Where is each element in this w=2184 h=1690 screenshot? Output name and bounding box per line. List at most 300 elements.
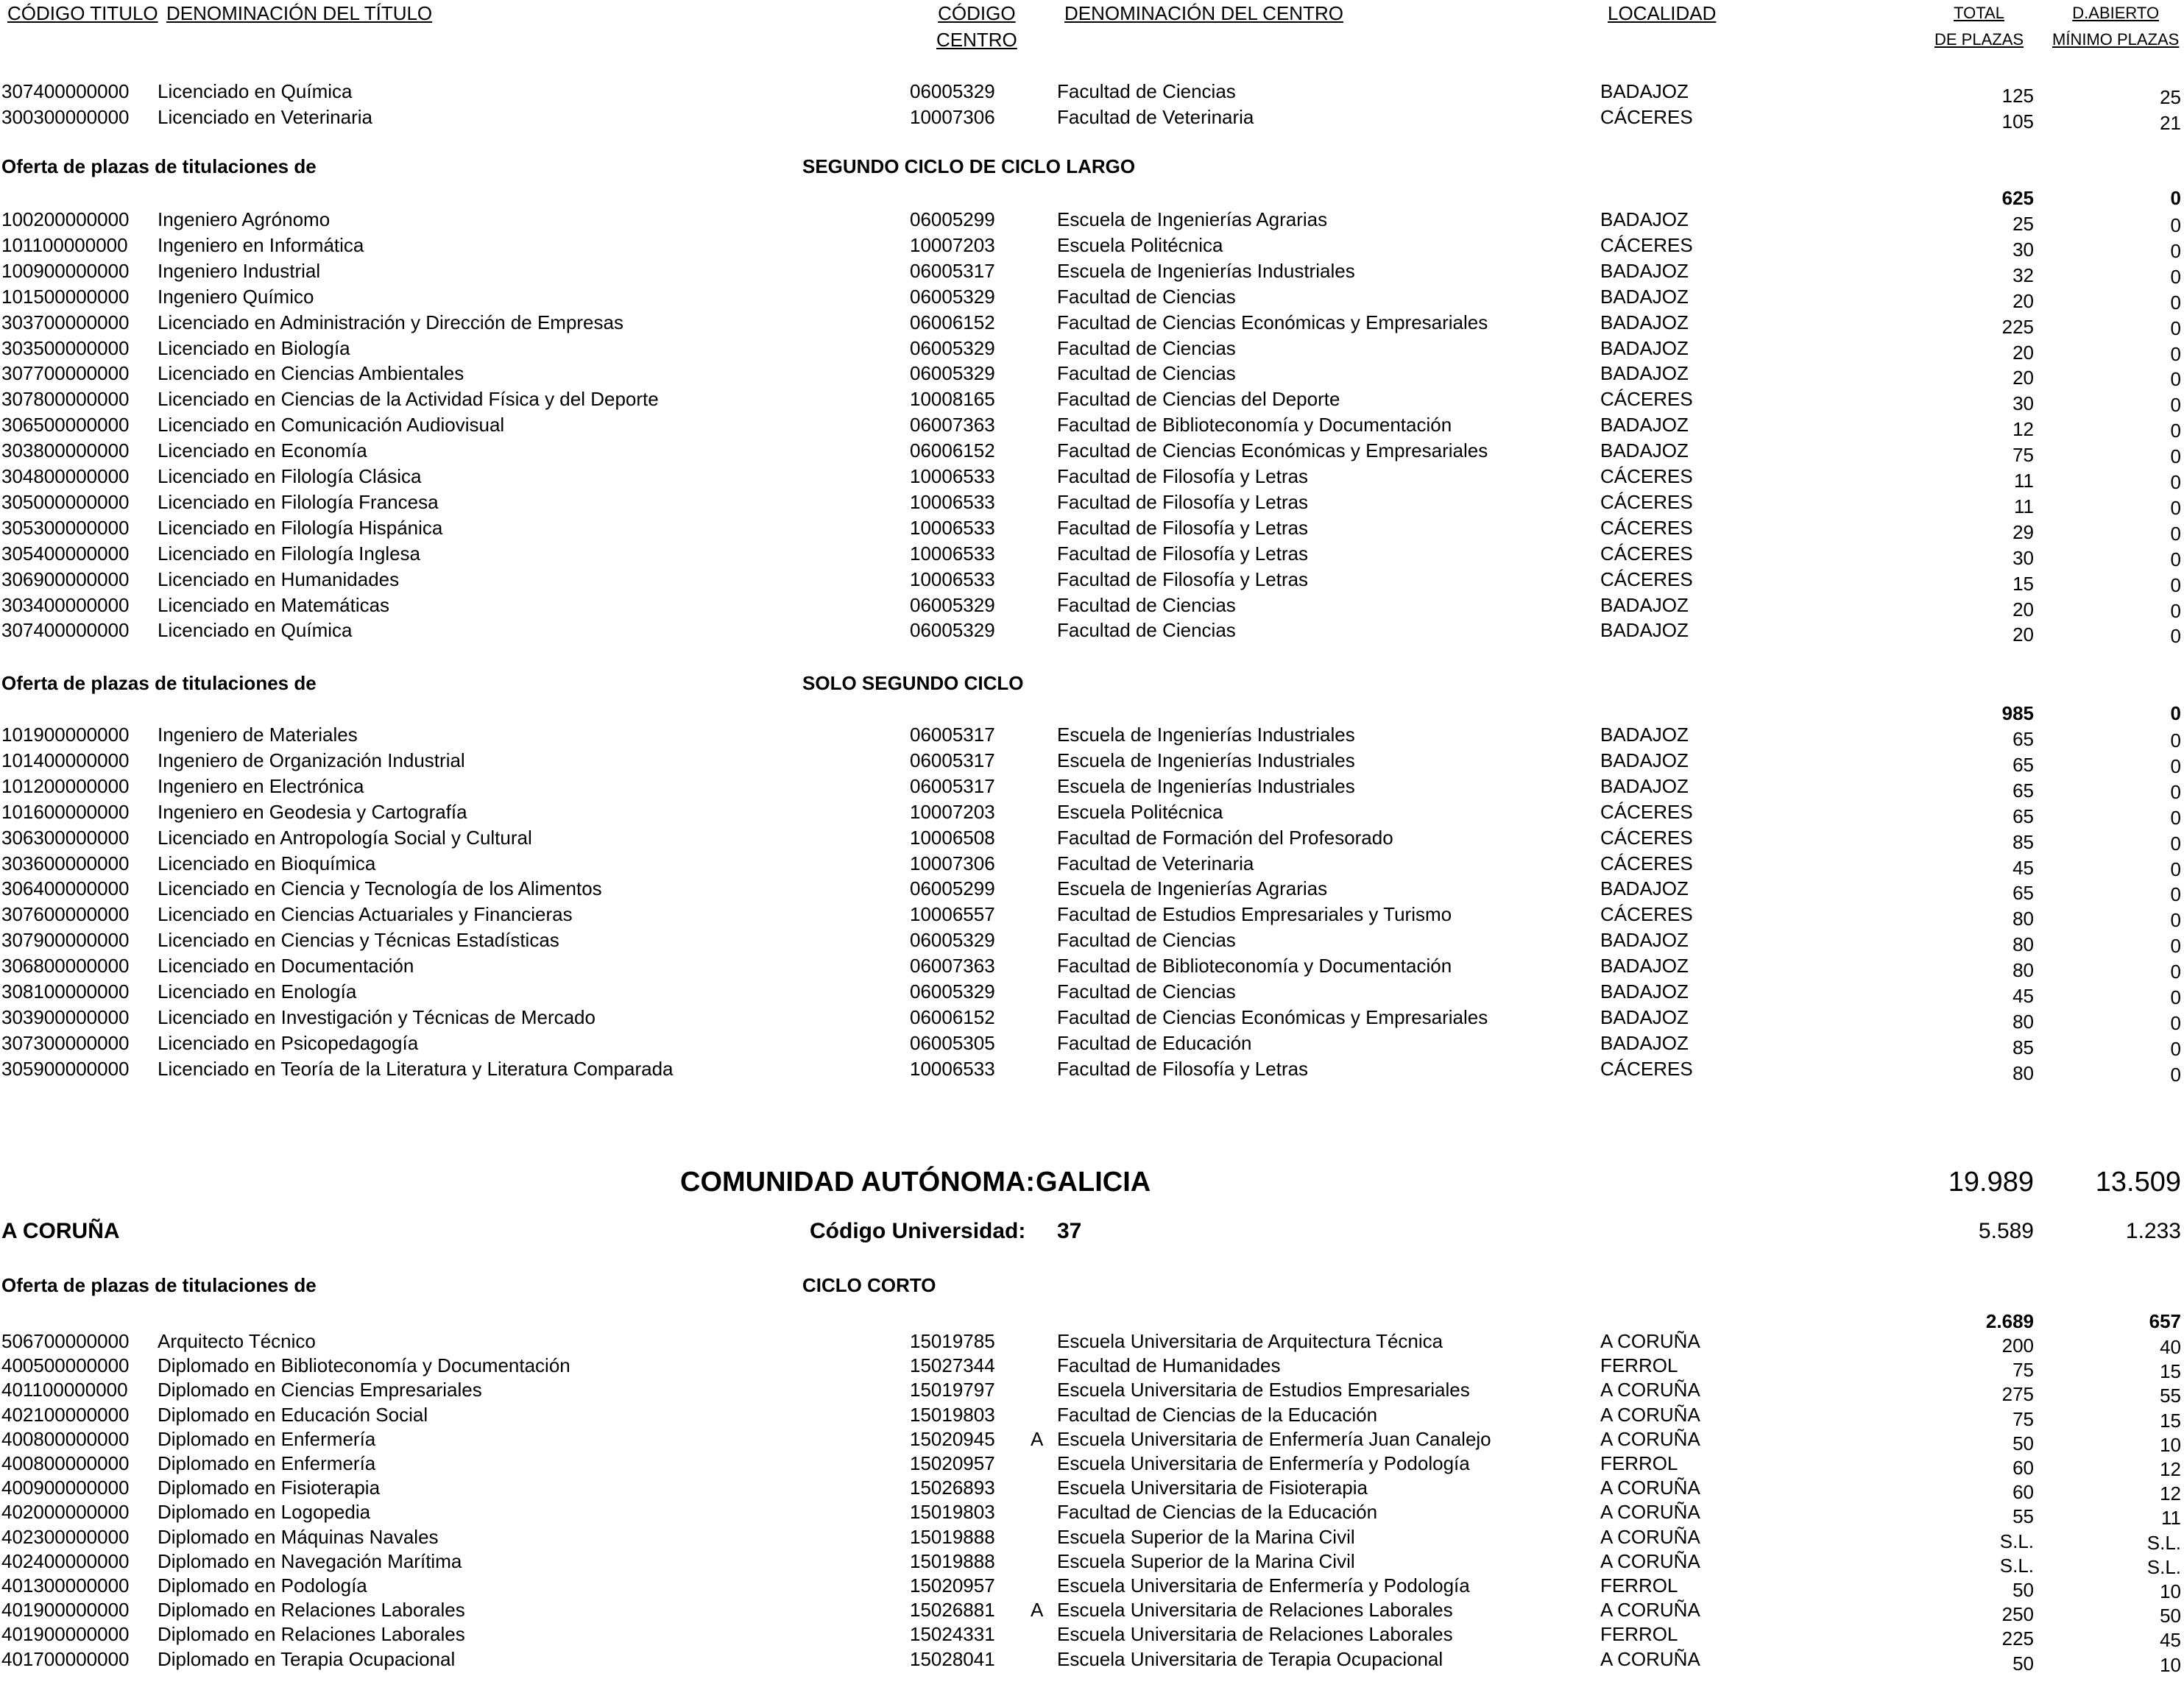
table-row <box>0 721 2184 752</box>
center-name: Facultad de Ciencias <box>1057 80 1236 102</box>
title-name: Licenciado en Documentación <box>158 955 414 977</box>
center-code: 15019888 <box>910 1525 995 1548</box>
title-code: 100900000000 <box>1 259 130 282</box>
center-code: 06005317 <box>910 749 995 771</box>
center-name: Escuela Universitaria de Relaciones Laborales <box>1057 1599 1453 1622</box>
minimo-plazas: 15 <box>2160 1409 2181 1432</box>
total-plazas: 85 <box>2012 830 2034 853</box>
center-code: 06005317 <box>910 724 995 746</box>
center-name: Escuela Universitaria de Estudios Empresariales <box>1057 1379 1470 1401</box>
minimo-plazas: 0 <box>2170 1011 2181 1034</box>
center-name: Facultad de Ciencias de la Educación <box>1057 1403 1378 1426</box>
center-name: Escuela Universitaria de Enfermería y Podología <box>1057 1452 1470 1474</box>
minimo-plazas: 25 <box>2160 86 2181 108</box>
title-code: 506700000000 <box>1 1330 130 1352</box>
title-code: 307400000000 <box>1 80 130 102</box>
table-row <box>0 592 2184 622</box>
title-name: Licenciado en Ciencias Ambientales <box>158 362 464 385</box>
total-plazas: 85 <box>2012 1036 2034 1058</box>
section-cycle: SEGUNDO CICLO DE CICLO LARGO <box>802 155 1136 177</box>
minimo-plazas: 0 <box>2170 729 2181 752</box>
center-name: Facultad de Ciencias <box>1057 362 1236 385</box>
center-code: 06005317 <box>910 774 995 797</box>
center-name: Facultad de Ciencias <box>1057 336 1236 359</box>
title-name: Diplomado en Navegación Marítima <box>158 1549 462 1572</box>
center-code: 06005329 <box>910 619 995 642</box>
center-code: 10007306 <box>910 852 995 874</box>
center-code: 15019785 <box>910 1330 995 1352</box>
center-code: 15019888 <box>910 1549 995 1572</box>
center-code: 06005329 <box>910 80 995 102</box>
center-name: Facultad de Biblioteconomía y Documentación <box>1057 955 1452 977</box>
center-code: 10007203 <box>910 800 995 823</box>
total-plazas: 225 <box>2001 1627 2034 1650</box>
table-row <box>0 1004 2184 1034</box>
locality: A CORUÑA <box>1600 1477 1700 1499</box>
title-name: Ingeniero Agrónomo <box>158 208 331 230</box>
center-name: Facultad de Ciencias <box>1057 285 1236 308</box>
center-code: 10006533 <box>910 490 995 513</box>
center-code: 10006533 <box>910 542 995 565</box>
title-code: 100200000000 <box>1 208 130 230</box>
center-name: Escuela de Ingenierías Agrarias <box>1057 877 1328 900</box>
center-code: 15019797 <box>910 1379 995 1401</box>
center-name: Escuela Universitaria de Enfermería Juan Canalejo <box>1057 1427 1491 1450</box>
title-name: Licenciado en Química <box>158 619 353 642</box>
title-name: Ingeniero en Electrónica <box>158 774 364 797</box>
minimo-plazas: 0 <box>2170 548 2181 570</box>
title-code: 101500000000 <box>1 285 130 308</box>
locality: BADAJOZ <box>1600 414 1689 436</box>
title-code: 401900000000 <box>1 1599 130 1622</box>
table-row <box>0 1646 2184 1676</box>
table-row <box>0 360 2184 391</box>
title-code: 306900000000 <box>1 568 130 590</box>
locality: FERROL <box>1600 1574 1678 1597</box>
header-total-plazas <box>1934 0 2024 53</box>
title-name: Licenciado en Matemáticas <box>158 593 390 616</box>
center-code: 06005329 <box>910 929 995 952</box>
total-plazas: 125 <box>2001 85 2034 107</box>
title-code: 307600000000 <box>1 903 130 926</box>
total-plazas: 50 <box>2012 1652 2034 1675</box>
center-code: 06005299 <box>910 877 995 900</box>
center-name: Facultad de Filosofía y Letras <box>1057 516 1309 539</box>
minimo-plazas: 11 <box>2161 1507 2181 1530</box>
center-code: 10006533 <box>910 568 995 590</box>
center-name: Escuela de Ingenierías Industriales <box>1057 259 1355 282</box>
total-plazas: 80 <box>2012 959 2034 982</box>
title-name: Diplomado en Podología <box>158 1574 367 1597</box>
locality: CÁCERES <box>1600 465 1693 487</box>
locality: CÁCERES <box>1600 490 1693 513</box>
total-plazas: 20 <box>2012 367 2034 389</box>
title-code: 400800000000 <box>1 1452 130 1474</box>
university-code-label: Código Universidad: <box>810 1219 1026 1243</box>
minimo-plazas: 0 <box>2170 445 2181 468</box>
locality: CÁCERES <box>1600 852 1693 874</box>
table-row <box>0 1450 2184 1480</box>
center-name: Escuela Politécnica <box>1057 233 1223 256</box>
section-header-solo-segundo-ciclo <box>0 668 2184 698</box>
table-row <box>0 411 2184 442</box>
table-row <box>0 566 2184 596</box>
title-code: 308100000000 <box>1 980 130 1003</box>
title-name: Licenciado en Antropología Social y Cultural <box>158 826 532 849</box>
center-code: 15024331 <box>910 1623 995 1646</box>
title-name: Licenciado en Ciencias Actuariales y Financieras <box>158 903 573 926</box>
center-flag: A <box>1031 1427 1044 1450</box>
table-row <box>0 773 2184 803</box>
center-code: 10008165 <box>910 388 995 411</box>
total-plazas: 65 <box>2012 728 2034 750</box>
minimo-plazas: 45 <box>2160 1629 2181 1652</box>
title-code: 303800000000 <box>1 439 130 462</box>
total-plazas: 45 <box>2012 985 2034 1007</box>
header-codigo-centro-line2: CENTRO <box>936 29 1017 51</box>
center-name: Escuela Politécnica <box>1057 800 1223 823</box>
table-row <box>0 1597 2184 1627</box>
title-name: Diplomado en Máquinas Navales <box>158 1525 439 1548</box>
total-plazas: 20 <box>2012 598 2034 621</box>
title-code: 307400000000 <box>1 619 130 642</box>
title-name: Licenciado en Biología <box>158 336 350 359</box>
title-name: Licenciado en Bioquímica <box>158 852 376 874</box>
title-code: 303400000000 <box>1 593 130 616</box>
total-plazas: 30 <box>2012 238 2034 261</box>
center-code: 06007363 <box>910 414 995 436</box>
total-plazas: 75 <box>2012 1359 2034 1382</box>
title-code: 305300000000 <box>1 516 130 539</box>
locality: BADAJOZ <box>1600 877 1689 900</box>
minimo-plazas: 55 <box>2160 1385 2181 1407</box>
total-plazas: 12 <box>2012 418 2034 441</box>
title-code: 300300000000 <box>1 106 130 128</box>
center-code: 10006557 <box>910 903 995 926</box>
title-code: 401700000000 <box>1 1647 130 1670</box>
title-code: 307300000000 <box>1 1031 130 1054</box>
total-plazas: 65 <box>2012 779 2034 802</box>
center-code: 15028041 <box>910 1647 995 1670</box>
total-plazas: 15 <box>2012 572 2034 595</box>
total-plazas: 80 <box>2012 933 2034 956</box>
province-minimo: 1.233 <box>2125 1219 2181 1243</box>
center-name: Facultad de Estudios Empresariales y Turismo <box>1057 903 1452 926</box>
title-code: 400800000000 <box>1 1427 130 1450</box>
center-code: 15020957 <box>910 1574 995 1597</box>
table-row <box>0 747 2184 777</box>
title-name: Licenciado en Administración y Dirección de Empresas <box>158 311 623 333</box>
table-row <box>0 515 2184 545</box>
center-name: Escuela Superior de la Marina Civil <box>1057 1549 1355 1572</box>
table-row <box>0 540 2184 570</box>
locality: BADAJOZ <box>1600 749 1689 771</box>
province-heading <box>0 1215 2184 1248</box>
minimo-plazas: 0 <box>2170 368 2181 391</box>
header-total-line2: DE PLAZAS <box>1934 30 2024 49</box>
center-code: 06005329 <box>910 593 995 616</box>
total-plazas: S.L. <box>1999 1530 2034 1552</box>
total-plazas: 80 <box>2012 1010 2034 1033</box>
table-row <box>0 104 2184 134</box>
locality: CÁCERES <box>1600 800 1693 823</box>
table-row <box>0 1328 2184 1358</box>
title-code: 303700000000 <box>1 311 130 333</box>
minimo-plazas: 0 <box>2170 935 2181 958</box>
minimo-plazas: 12 <box>2160 1482 2181 1505</box>
table-row <box>0 1401 2184 1432</box>
minimo-plazas: 0 <box>2170 780 2181 803</box>
locality: BADAJOZ <box>1600 336 1689 359</box>
header-codigo-titulo: CÓDIGO TITULO <box>7 2 158 24</box>
title-code: 303500000000 <box>1 336 130 359</box>
minimo-plazas: 0 <box>2170 883 2181 906</box>
total-plazas: 80 <box>2012 1061 2034 1084</box>
title-code: 101100000000 <box>1 233 128 256</box>
minimo-plazas: 12 <box>2160 1458 2181 1480</box>
center-code: 15020945 <box>910 1427 995 1450</box>
title-name: Licenciado en Veterinaria <box>158 106 372 128</box>
locality: BADAJOZ <box>1600 774 1689 797</box>
table-row <box>0 463 2184 493</box>
center-name: Escuela de Ingenierías Industriales <box>1057 724 1355 746</box>
title-code: 305900000000 <box>1 1057 130 1080</box>
table-row <box>0 1548 2184 1578</box>
locality: FERROL <box>1600 1623 1678 1646</box>
total-plazas: 20 <box>2012 289 2034 312</box>
locality: BADAJOZ <box>1600 929 1689 952</box>
center-name: Escuela Universitaria de Enfermería y Podología <box>1057 1574 1470 1597</box>
section-total-minimo: 0 <box>2170 702 2181 724</box>
minimo-plazas: 0 <box>2170 291 2181 314</box>
title-code: 305000000000 <box>1 490 130 513</box>
section-cycle: CICLO CORTO <box>802 1274 936 1296</box>
locality: BADAJOZ <box>1600 362 1689 385</box>
header-codigo-centro-line1: CÓDIGO <box>938 2 1016 24</box>
title-code: 305400000000 <box>1 542 130 565</box>
center-code: 10007306 <box>910 106 995 128</box>
university-code: 37 <box>1057 1219 1082 1243</box>
table-row <box>0 1426 2184 1456</box>
community-minimo: 13.509 <box>2095 1167 2181 1198</box>
total-plazas: 50 <box>2012 1432 2034 1454</box>
center-name: Facultad de Ciencias Económicas y Empresariales <box>1057 1005 1488 1028</box>
locality: A CORUÑA <box>1600 1330 1700 1352</box>
minimo-plazas: 0 <box>2170 1037 2181 1060</box>
title-name: Licenciado en Investigación y Técnicas de Mercado <box>158 1005 596 1028</box>
title-code: 307800000000 <box>1 388 130 411</box>
title-code: 101200000000 <box>1 774 130 797</box>
locality: CÁCERES <box>1600 903 1693 926</box>
total-plazas: 250 <box>2001 1603 2034 1626</box>
center-name: Facultad de Ciencias <box>1057 980 1236 1003</box>
total-plazas: 29 <box>2012 520 2034 543</box>
center-name: Escuela Universitaria de Arquitectura Técnica <box>1057 1330 1443 1352</box>
locality: BADAJOZ <box>1600 593 1689 616</box>
title-name: Diplomado en Logopedia <box>158 1501 371 1524</box>
section-label: Oferta de plazas de titulaciones de <box>1 155 317 177</box>
total-plazas: 225 <box>2001 315 2034 338</box>
header-denominacion-titulo: DENOMINACIÓN DEL TÍTULO <box>166 2 433 24</box>
locality: BADAJOZ <box>1600 80 1689 102</box>
title-code: 306500000000 <box>1 414 130 436</box>
minimo-plazas: 10 <box>2160 1433 2181 1456</box>
center-code: 15019803 <box>910 1501 995 1524</box>
table-row <box>0 386 2184 417</box>
title-name: Ingeniero Industrial <box>158 259 321 282</box>
table-row <box>0 1376 2184 1407</box>
minimo-plazas: 0 <box>2170 858 2181 880</box>
title-code: 306300000000 <box>1 826 130 849</box>
center-code: 06005317 <box>910 259 995 282</box>
locality: A CORUÑA <box>1600 1549 1700 1572</box>
title-name: Diplomado en Enfermería <box>158 1452 376 1474</box>
locality: BADAJOZ <box>1600 285 1689 308</box>
center-code: 15026881 <box>910 1599 995 1622</box>
center-flag: A <box>1031 1599 1044 1622</box>
center-name: Facultad de Ciencias <box>1057 929 1236 952</box>
center-code: 15020957 <box>910 1452 995 1474</box>
header-codigo-centro <box>936 0 1017 53</box>
center-code: 06006152 <box>910 1005 995 1028</box>
minimo-plazas: S.L. <box>2146 1555 2181 1578</box>
center-code: 15027344 <box>910 1354 995 1377</box>
title-name: Ingeniero en Informática <box>158 233 364 256</box>
locality: CÁCERES <box>1600 826 1693 849</box>
title-code: 307900000000 <box>1 929 130 952</box>
total-plazas: 65 <box>2012 753 2034 776</box>
section-total-plazas: 2.689 <box>1985 1310 2034 1332</box>
center-name: Facultad de Formación del Profesorado <box>1057 826 1393 849</box>
minimo-plazas: 15 <box>2160 1360 2181 1383</box>
locality: BADAJOZ <box>1600 619 1689 642</box>
title-name: Licenciado en Teoría de la Literatura y Literatura Comparada <box>158 1057 674 1080</box>
center-code: 10007203 <box>910 233 995 256</box>
title-name: Licenciado en Enología <box>158 980 357 1003</box>
locality: A CORUÑA <box>1600 1403 1700 1426</box>
center-name: Facultad de Filosofía y Letras <box>1057 1057 1309 1080</box>
title-code: 306400000000 <box>1 877 130 900</box>
title-name: Licenciado en Psicopedagogía <box>158 1031 419 1054</box>
minimo-plazas: 0 <box>2170 832 2181 855</box>
section-header-segundo-ciclo <box>0 152 2184 181</box>
locality: CÁCERES <box>1600 542 1693 565</box>
center-code: 10006533 <box>910 465 995 487</box>
center-name: Facultad de Ciencias Económicas y Empresariales <box>1057 439 1488 462</box>
minimo-plazas: 0 <box>2170 754 2181 777</box>
locality: A CORUÑA <box>1600 1501 1700 1524</box>
locality: A CORUÑA <box>1600 1525 1700 1548</box>
title-code: 400900000000 <box>1 1477 130 1499</box>
minimo-plazas: 0 <box>2170 317 2181 339</box>
section-total-plazas: 625 <box>2001 187 2034 209</box>
center-name: Facultad de Ciencias del Deporte <box>1057 388 1340 411</box>
table-row <box>0 1474 2184 1505</box>
table-row <box>0 1499 2184 1530</box>
total-plazas: 30 <box>2012 392 2034 415</box>
section-header-ciclo-corto <box>0 1270 2184 1300</box>
center-name: Facultad de Educación <box>1057 1031 1252 1054</box>
locality: BADAJOZ <box>1600 955 1689 977</box>
center-code: 06006152 <box>910 311 995 333</box>
center-code: 06005299 <box>910 208 995 230</box>
title-name: Diplomado en Fisioterapia <box>158 1477 381 1499</box>
title-code: 303900000000 <box>1 1005 130 1028</box>
header-total-line1: TOTAL <box>1954 4 2004 22</box>
total-plazas: 30 <box>2012 546 2034 569</box>
title-name: Ingeniero de Organización Industrial <box>158 749 465 771</box>
minimo-plazas: 0 <box>2170 1063 2181 1086</box>
center-code: 06005329 <box>910 285 995 308</box>
table-row <box>0 437 2184 468</box>
minimo-plazas: 0 <box>2170 471 2181 493</box>
table-row <box>0 1030 2184 1060</box>
title-name: Arquitecto Técnico <box>158 1330 316 1352</box>
title-name: Diplomado en Enfermería <box>158 1427 376 1450</box>
province-name: A CORUÑA <box>1 1219 120 1243</box>
center-name: Escuela de Ingenierías Industriales <box>1057 774 1355 797</box>
center-name: Facultad de Filosofía y Letras <box>1057 542 1309 565</box>
title-code: 401100000000 <box>1 1379 128 1401</box>
table-row <box>0 78 2184 108</box>
header-localidad: LOCALIDAD <box>1608 2 1717 24</box>
total-plazas: 60 <box>2012 1481 2034 1504</box>
header-denominacion-centro: DENOMINACIÓN DEL CENTRO <box>1064 2 1343 24</box>
title-name: Licenciado en Ciencias y Técnicas Estadísticas <box>158 929 559 952</box>
table-row <box>0 901 2184 932</box>
title-name: Licenciado en Ciencias de la Actividad Física y del Deporte <box>158 388 659 411</box>
title-name: Licenciado en Economía <box>158 439 367 462</box>
center-code: 10006533 <box>910 516 995 539</box>
locality: A CORUÑA <box>1600 1647 1700 1670</box>
total-plazas: 45 <box>2012 856 2034 879</box>
center-name: Facultad de Veterinaria <box>1057 852 1254 874</box>
table-row <box>0 1352 2184 1383</box>
center-code: 06005329 <box>910 980 995 1003</box>
center-name: Facultad de Filosofía y Letras <box>1057 465 1309 487</box>
title-code: 400500000000 <box>1 1354 130 1377</box>
center-name: Escuela Universitaria de Terapia Ocupacional <box>1057 1647 1443 1670</box>
title-name: Diplomado en Educación Social <box>158 1403 428 1426</box>
title-name: Licenciado en Humanidades <box>158 568 400 590</box>
minimo-plazas: 0 <box>2170 265 2181 288</box>
total-plazas: 105 <box>2001 110 2034 132</box>
locality: BADAJOZ <box>1600 1031 1689 1054</box>
table-row <box>0 799 2184 829</box>
title-code: 101900000000 <box>1 724 130 746</box>
section-total-minimo: 0 <box>2170 187 2181 209</box>
total-plazas: 32 <box>2012 264 2034 286</box>
title-code: 306800000000 <box>1 955 130 977</box>
table-row <box>0 335 2184 365</box>
total-plazas: 200 <box>2001 1334 2034 1357</box>
center-code: 15019803 <box>910 1403 995 1426</box>
locality: CÁCERES <box>1600 233 1693 256</box>
header-abierto <box>2052 0 2179 53</box>
title-name: Ingeniero de Materiales <box>158 724 358 746</box>
title-name: Licenciado en Química <box>158 80 353 102</box>
locality: BADAJOZ <box>1600 724 1689 746</box>
community-label: COMUNIDAD AUTÓNOMA: <box>680 1167 1035 1198</box>
center-name: Escuela Universitaria de Relaciones Laborales <box>1057 1623 1453 1646</box>
table-row <box>0 1524 2184 1554</box>
title-name: Ingeniero Químico <box>158 285 314 308</box>
title-code: 101600000000 <box>1 800 130 823</box>
locality: BADAJOZ <box>1600 1005 1689 1028</box>
table-row <box>0 489 2184 519</box>
total-plazas: 80 <box>2012 908 2034 930</box>
title-code: 401900000000 <box>1 1623 130 1646</box>
